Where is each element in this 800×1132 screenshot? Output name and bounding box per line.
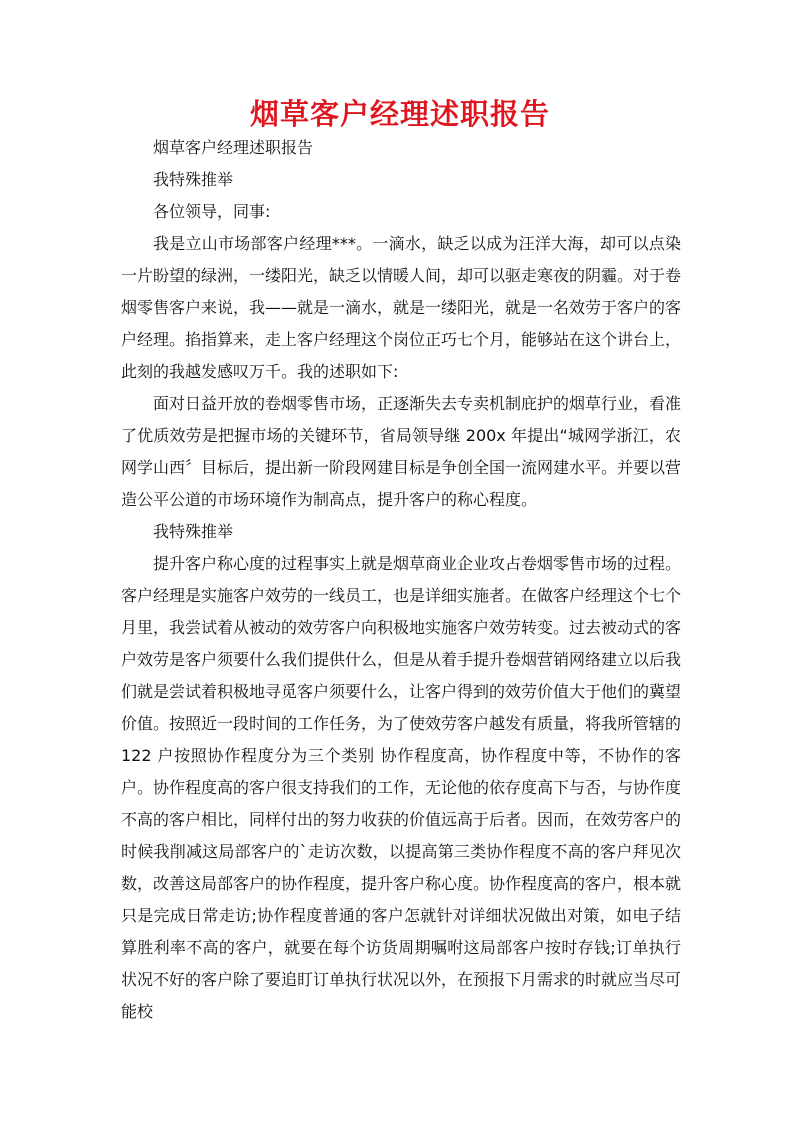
- paragraph-satisfaction: 提升客户称心度的过程事实上就是烟草商业企业攻占卷烟零售市场的过程。客户经理是实施客户效劳的一线员工，也是详细实施者。在做客户经理这个七个月里，我尝试着从被动的效劳客户向积极地实施客户效劳转变。过去被动式的客户效劳是客户须要什么我们提供什么，但是从着手提升卷烟营销网络建立以后我们就是尝试着积极地寻觅客户须要什么，让客户得到的效劳价值大于他们的冀望价值。按照近一段时间的工作任务，为了使效劳客户越发有质量，将我所管辖的 122 户按照协作程度分为三个类别 协作程度高，协作程度中等，不协作的客户。协作程度高的客户很支持我们的工作，无论他的依存度高下与否，与协作度不高的客户相比，同样付出的努力收获的价值远高于后者。因而，在效劳客户的时候我削减这局部客户的`走访次数，以提高第三类协作程度不高的客户拜见次数，改善这局部客户的协作程度，提升客户称心度。协作程度高的客户，根本就只是完成日常走访;协作程度普通的客户怎就针对详细状况做出对策，如电子结算胜利率不高的客户，就要在每个访货周期嘱咐这局部客户按时存钱;订单执行状况不好的客户除了要追盯订单执行状况以外，在预报下月需求的时就应当尽可能校: [121, 554, 682, 1021]
- paragraph-recommend: 我特殊推举: [153, 170, 234, 189]
- paragraph-subtitle: 烟草客户经理述职报告: [153, 138, 314, 157]
- paragraph-market: 面对日益开放的卷烟零售市场，正逐渐失去专卖机制庇护的烟草行业，看准了优质效劳是把握市场的关键环节，省局领导继 200x 年提出“城网学浙江，农网学山西〞目标后，提出新一阶段网建目标是争创全国一流网建水平。并要以营造公平公道的市场环境作为制高点，提升客户的称心程度。: [121, 394, 682, 509]
- paragraph-recommend-2: 我特殊推举: [153, 522, 234, 541]
- document-title: 烟草客户经理述职报告: [249, 97, 550, 131]
- document-body: [121, 132, 681, 1028]
- paragraph-greeting: 各位领导，同事:: [153, 202, 271, 221]
- paragraph-intro: 我是立山市场部客户经理***。一滴水，缺乏以成为汪洋大海，却可以点染一片盼望的绿洲，一缕阳光，缺乏以情暖人间，却可以驱走寒夜的阴霾。对于卷烟零售客户来说，我——就是一滴水，就是一缕阳光，就是一名效劳于客户的客户经理。掐指算来，走上客户经理这个岗位正巧七个月，能够站在这个讲台上，此刻的我越发感叹万千。我的述职如下:: [121, 234, 682, 381]
